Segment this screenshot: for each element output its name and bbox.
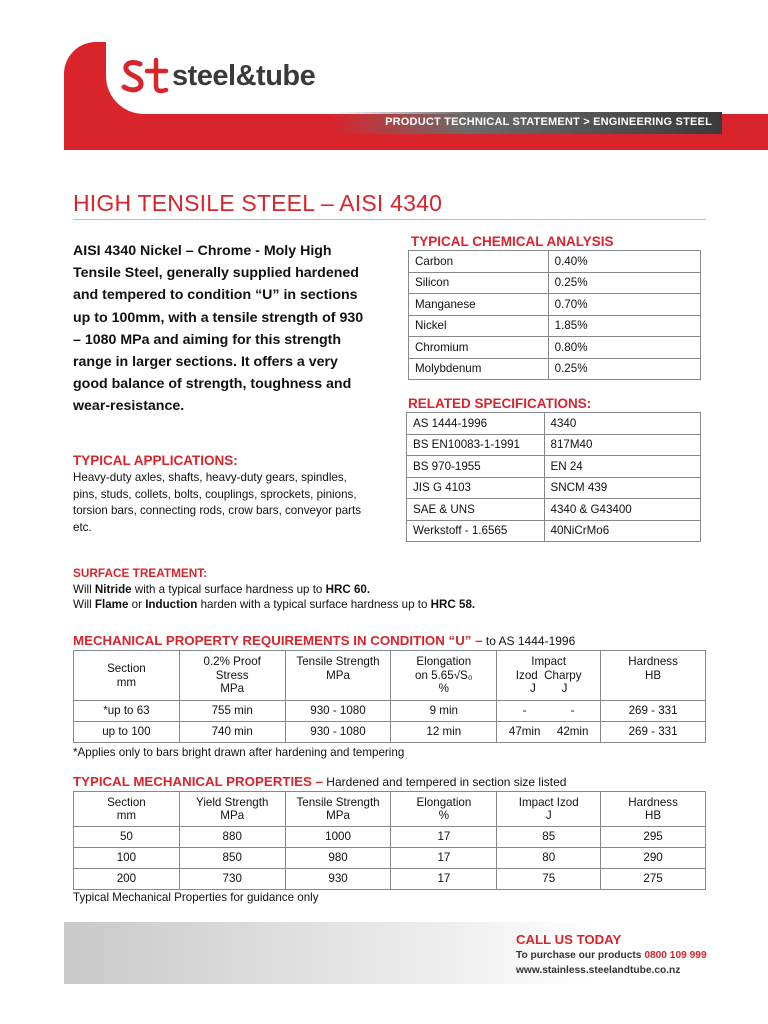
table-cell: 295 xyxy=(601,827,706,848)
table-cell: 75 xyxy=(497,869,601,890)
impact-cell: - - xyxy=(497,701,601,722)
table-row xyxy=(409,315,701,337)
table-cell: 0.25% xyxy=(548,272,700,294)
table-cell: 930 - 1080 xyxy=(285,701,391,722)
table-row xyxy=(74,827,706,848)
table-cell: SAE & UNS xyxy=(407,499,545,521)
logo-text: steel&tube xyxy=(172,60,316,92)
steel-tube-logo-icon xyxy=(120,56,170,96)
table-cell: 12 min xyxy=(391,722,497,743)
table-row xyxy=(407,456,701,478)
header-cell: Yield Strength MPa xyxy=(179,792,285,827)
table-cell: Werkstoff - 1.6565 xyxy=(407,520,545,542)
page-title: HIGH TENSILE STEEL – AISI 4340 xyxy=(73,190,443,216)
table-cell: 1.85% xyxy=(548,315,700,337)
typical-mech-header-row xyxy=(74,792,706,827)
header-cell: Elongation % xyxy=(391,792,497,827)
table-cell: 850 xyxy=(179,848,285,869)
chemical-heading: TYPICAL CHEMICAL ANALYSIS xyxy=(411,234,614,249)
table-row xyxy=(407,520,701,542)
surface-treatment xyxy=(73,566,475,613)
table-cell: 880 xyxy=(179,827,285,848)
header-cell: 0.2% Proof Stress MPa xyxy=(179,651,285,701)
header-strip xyxy=(330,112,722,134)
table-row xyxy=(409,251,701,273)
table-cell: 269 - 331 xyxy=(601,701,706,722)
table-row xyxy=(409,294,701,316)
call-us-heading: CALL US TODAY xyxy=(516,932,622,947)
chemical-table xyxy=(408,250,701,380)
table-cell: Carbon xyxy=(409,251,549,273)
table-cell: SNCM 439 xyxy=(544,477,700,499)
intro-paragraph: AISI 4340 Nickel – Chrome - Moly High Tensile Steel, generally supplied hardened and tempered to condition “U” in sections up to 100mm, with a tensile strength of 930 – 1080 MPa and aiming for this strength range in larger sections. It offers a very good balance of strength, toughness and wear-resistance. xyxy=(73,243,364,415)
table-cell: 269 - 331 xyxy=(601,722,706,743)
surface-heading: SURFACE TREATMENT: xyxy=(73,566,208,580)
table-row xyxy=(407,434,701,456)
phone-number[interactable]: 0800 109 999 xyxy=(644,950,707,961)
table-cell: 0.40% xyxy=(548,251,700,273)
header-cell: Impact Izod Charpy J J xyxy=(497,651,601,701)
header-cell: Hardness HB xyxy=(601,651,706,701)
mech-req-note: *Applies only to bars bright drawn after hardening and tempering xyxy=(73,746,405,759)
table-cell: 0.25% xyxy=(548,358,700,380)
table-row xyxy=(74,848,706,869)
table-cell: Silicon xyxy=(409,272,549,294)
mech-req-header-row xyxy=(74,651,706,701)
table-cell: 1000 xyxy=(285,827,391,848)
table-cell: AS 1444-1996 xyxy=(407,413,545,435)
table-cell: 9 min xyxy=(391,701,497,722)
typical-mech-table xyxy=(73,791,706,890)
surface-line-1: Will Nitride with a typical surface hardness up to HRC 60. xyxy=(73,582,371,596)
typical-mech-note: Typical Mechanical Properties for guidance only xyxy=(73,891,319,904)
website-link[interactable]: www.stainless.steelandtube.co.nz xyxy=(516,965,681,976)
table-cell: 930 - 1080 xyxy=(285,722,391,743)
header-cell: Section mm xyxy=(74,651,180,701)
header-strip-text: PRODUCT TECHNICAL STATEMENT > ENGINEERING STEEL xyxy=(385,116,712,128)
table-cell: 290 xyxy=(601,848,706,869)
table-cell: JIS G 4103 xyxy=(407,477,545,499)
table-row xyxy=(74,722,706,743)
table-cell: 740 min xyxy=(179,722,285,743)
title-divider xyxy=(73,219,706,220)
table-cell: 0.70% xyxy=(548,294,700,316)
table-cell: BS EN10083-1-1991 xyxy=(407,434,545,456)
table-row xyxy=(409,337,701,359)
header-cell: Section mm xyxy=(74,792,180,827)
surface-line-2: Will Flame or Induction harden with a typical surface hardness up to HRC 58. xyxy=(73,598,476,611)
typical-mech-heading: TYPICAL MECHANICAL PROPERTIES – Hardened and tempered in section size listed xyxy=(73,774,567,789)
table-cell: 85 xyxy=(497,827,601,848)
table-cell: 40NiCrMo6 xyxy=(544,520,700,542)
table-cell: Chromium xyxy=(409,337,549,359)
header-cell: Tensile Strength MPa xyxy=(285,792,391,827)
table-row xyxy=(409,358,701,380)
table-cell: 80 xyxy=(497,848,601,869)
table-cell: 17 xyxy=(391,827,497,848)
table-cell: 200 xyxy=(74,869,180,890)
table-cell: 817M40 xyxy=(544,434,700,456)
table-cell: 4340 xyxy=(544,413,700,435)
table-cell: *up to 63 xyxy=(74,701,180,722)
header-cell: Hardness HB xyxy=(601,792,706,827)
table-cell: 100 xyxy=(74,848,180,869)
table-cell: 17 xyxy=(391,869,497,890)
related-heading: RELATED SPECIFICATIONS: xyxy=(408,396,592,411)
table-cell: 730 xyxy=(179,869,285,890)
table-cell: 0.80% xyxy=(548,337,700,359)
table-cell: EN 24 xyxy=(544,456,700,478)
mech-req-heading: MECHANICAL PROPERTY REQUIREMENTS IN CONDITION “U” – to AS 1444-1996 xyxy=(73,633,576,648)
table-cell: Nickel xyxy=(409,315,549,337)
table-row xyxy=(407,477,701,499)
impact-cell: 47min 42min xyxy=(497,722,601,743)
table-cell: 275 xyxy=(601,869,706,890)
table-cell: 50 xyxy=(74,827,180,848)
mech-req-table xyxy=(73,650,706,743)
applications-text: Heavy-duty axles, shafts, heavy-duty gears, spindles, pins, studs, collets, bolts, couplings, sprockets, pinions, torsion bars, connecting rods, crow bars, conveyor parts etc. xyxy=(73,471,362,534)
table-row xyxy=(74,869,706,890)
table-cell: 4340 & G43400 xyxy=(544,499,700,521)
header-cell: Elongation on 5.65√S₀ % xyxy=(391,651,497,701)
purchase-line: To purchase our products 0800 109 999 xyxy=(516,950,707,961)
table-cell: 755 min xyxy=(179,701,285,722)
table-cell: up to 100 xyxy=(74,722,180,743)
table-cell: 980 xyxy=(285,848,391,869)
table-cell: 17 xyxy=(391,848,497,869)
table-cell: Molybdenum xyxy=(409,358,549,380)
applications-heading: TYPICAL APPLICATIONS: xyxy=(73,453,238,468)
table-row xyxy=(74,701,706,722)
header-cell: Tensile Strength MPa xyxy=(285,651,391,701)
table-cell: Manganese xyxy=(409,294,549,316)
related-table xyxy=(406,412,701,542)
table-row xyxy=(407,499,701,521)
table-row xyxy=(407,413,701,435)
table-cell: BS 970-1955 xyxy=(407,456,545,478)
table-row xyxy=(409,272,701,294)
table-cell: 930 xyxy=(285,869,391,890)
header-cell: Impact Izod J xyxy=(497,792,601,827)
